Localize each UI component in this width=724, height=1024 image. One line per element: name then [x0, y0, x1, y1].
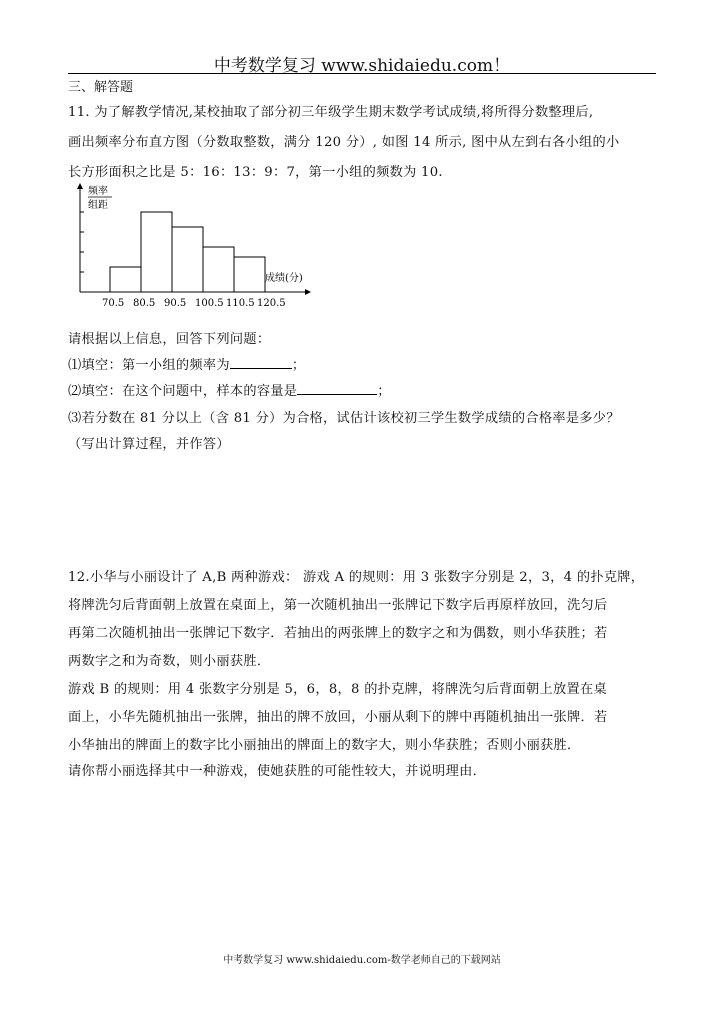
q12-line-6: 面上，小华先随机抽出一张牌，抽出的牌不放回，小丽从剩下的牌中再随机抽出一张牌．若: [68, 710, 608, 725]
page-footer: 中考数学复习 www.shidaiedu.com-数学老师自己的下载网站: [223, 955, 501, 966]
x-tick-label-4: 100.5: [195, 298, 224, 309]
x-tick-label-1: 70.5: [102, 298, 125, 309]
q11-sub3-note: （写出计算过程，并作答）: [68, 437, 230, 452]
q11-sub2-text: ⑵填空：在这个问题中，样本的容量是: [68, 384, 298, 399]
frequency-histogram: [75, 182, 320, 310]
x-tick-label-5: 110.5: [226, 298, 255, 309]
q12-line-2: 将牌洗匀后背面朝上放置在桌面上，第一次随机抽出一张牌记下数字后再原样放回，洗匀后: [68, 598, 608, 613]
histogram-bar-4: [203, 247, 234, 292]
x-tick-label-2: 80.5: [133, 298, 156, 309]
q11-sub1-text: ⑴填空：第一小组的频率为: [68, 358, 230, 373]
q11-line-3: 长方形面积之比是 5：16：13：9：7，第一小组的频数为 10.: [68, 165, 443, 180]
y-axis-label-top: 频率: [88, 186, 108, 197]
histogram-bar-5: [234, 257, 265, 292]
y-axis-label-bottom: 组距: [88, 200, 108, 211]
x-tick-label-6: 120.5: [257, 298, 286, 309]
q11-sub1: [68, 354, 305, 373]
q11-sub2: [68, 380, 391, 399]
answer-blank-2[interactable]: [297, 382, 377, 395]
section-title: 三、解答题: [68, 80, 134, 95]
q11-line-1: 11. 为了解教学情况,某校抽取了部分初三年级学生期末数学考试成绩,将所得分数整理后,: [68, 105, 594, 120]
q12-line-4: 两数字之和为奇数，则小丽获胜．: [68, 654, 271, 669]
histogram-bar-3: [172, 227, 203, 292]
q12-line-8: 请你帮小丽选择其中一种游戏，使她获胜的可能性较大，并说明理由．: [68, 764, 487, 779]
q12-line-3: 再第二次随机抽出一张牌记下数字．若抽出的两张牌上的数字之和为偶数，则小华获胜；若: [68, 626, 608, 641]
q11-intro: 请根据以上信息，回答下列问题：: [68, 332, 271, 347]
x-axis-label: 成绩(分): [265, 273, 303, 284]
q11-sub2-end: ；: [377, 384, 391, 399]
q11-line-2: 画出频率分布直方图（分数取整数，满分 120 分）, 如图 14 所示, 图中从左到右各小组的小: [68, 135, 620, 150]
answer-blank-1[interactable]: [230, 356, 292, 369]
header-rule: [68, 73, 656, 74]
q12-line-1: 12.小华与小丽设计了 A,B 两种游戏： 游戏 A 的规则：用 3 张数字分别是 2，3，4 的扑克牌，: [68, 570, 645, 585]
page-header-title: 中考数学复习 www.shidaiedu.com！: [213, 56, 511, 76]
histogram-bar-1: [110, 267, 141, 292]
q11-sub1-end: ；: [291, 358, 306, 373]
q12-line-7: 小华抽出的牌面上的数字比小丽抽出的牌面上的数字大，则小华获胜；否则小丽获胜．: [68, 738, 581, 753]
q12-line-5: 游戏 B 的规则：用 4 张数字分别是 5，6，8，8 的扑克牌，将牌洗匀后背面朝上放置在桌: [68, 682, 607, 697]
histogram-bar-2: [141, 212, 172, 292]
q11-sub3: ⑶若分数在 81 分以上（含 81 分）为合格，试估计该校初三学生数学成绩的合格率是多少？: [68, 411, 620, 426]
x-tick-label-3: 90.5: [164, 298, 187, 309]
